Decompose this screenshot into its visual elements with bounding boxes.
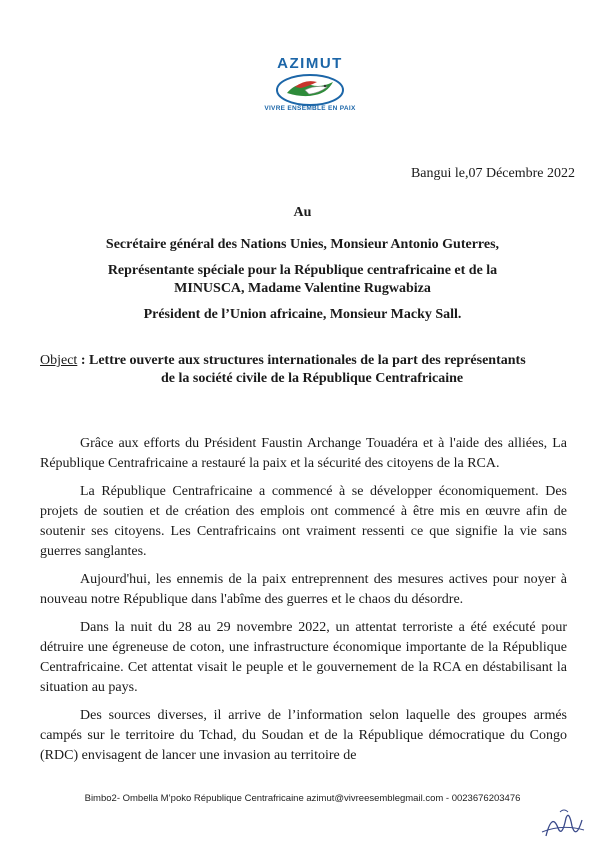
object-label: Object [40,353,78,368]
footer-contact: Bimbo2- Ombella M’poko République Centrafricaine azimut@vivreesemblegmail.com - 0023676203476 [84,793,521,804]
paragraph: La République Centrafricaine a commencé à se développer économiquement. Des projets de soutien et de création des emplois ont commencé à être mis en œuvre afin de soutenir ses citoyens. Les Centrafricains ont vraiment ressenti ce que signifie la vie sans guerres sanglantes. [40,484,567,559]
addressee-minusca-1: Représentante spéciale pour la République centrafricaine et de la [107,263,498,278]
letter-body [40,434,567,774]
dove-globe-icon [275,73,345,107]
paragraph: Des sources diverses, il arrive de l’information selon laquelle des groupes armés campés sur le territoire du Tchad, du Soudan et de la République démocratique du Congo (RDC) envisagent de lancer une invasion au territoire de [40,708,567,763]
paragraph: Aujourd'hui, les ennemis de la paix entreprennent des mesures actives pour noyer à nouveau notre République dans l'abîme des guerres et le chaos du désordre. [40,572,567,607]
addressee-minusca-2: MINUSCA, Madame Valentine Rugwabiza [174,281,431,296]
logo-title: AZIMUT [277,55,343,72]
logo-tagline: VIVRE ENSEMBLE EN PAIX [264,105,356,112]
object-line [40,352,570,388]
object-text-2: de la société civile de la République Centrafricaine [161,371,464,386]
paragraph: Dans la nuit du 28 au 29 novembre 2022, un attentat terroriste a été exécuté pour détruire une égreneuse de coton, une infrastructure économique importante de la République Centrafricaine. Cet attentat visait le peuple et le gouvernement de la RCA en déstabilisant la situation au pays. [40,620,567,695]
addressee-un: Secrétaire général des Nations Unies, Monsieur Antonio Guterres, [105,237,500,252]
object-text-1: : Lettre ouverte aux structures internationales de la part des représentants [77,353,526,368]
letter-date: Bangui le,07 Décembre 2022 [410,166,575,181]
addressee-block [40,204,565,324]
signature-mark [538,806,588,846]
addressee-au: Au [293,205,312,220]
azimut-logo [255,56,365,118]
addressee-au-union: Président de l’Union africaine, Monsieur Macky Sall. [143,307,462,322]
paragraph: Grâce aux efforts du Président Faustin Archange Touadéra et à l'aide des alliées, La République Centrafricaine a restauré la paix et la sécurité des citoyens de la RCA. [40,436,567,471]
